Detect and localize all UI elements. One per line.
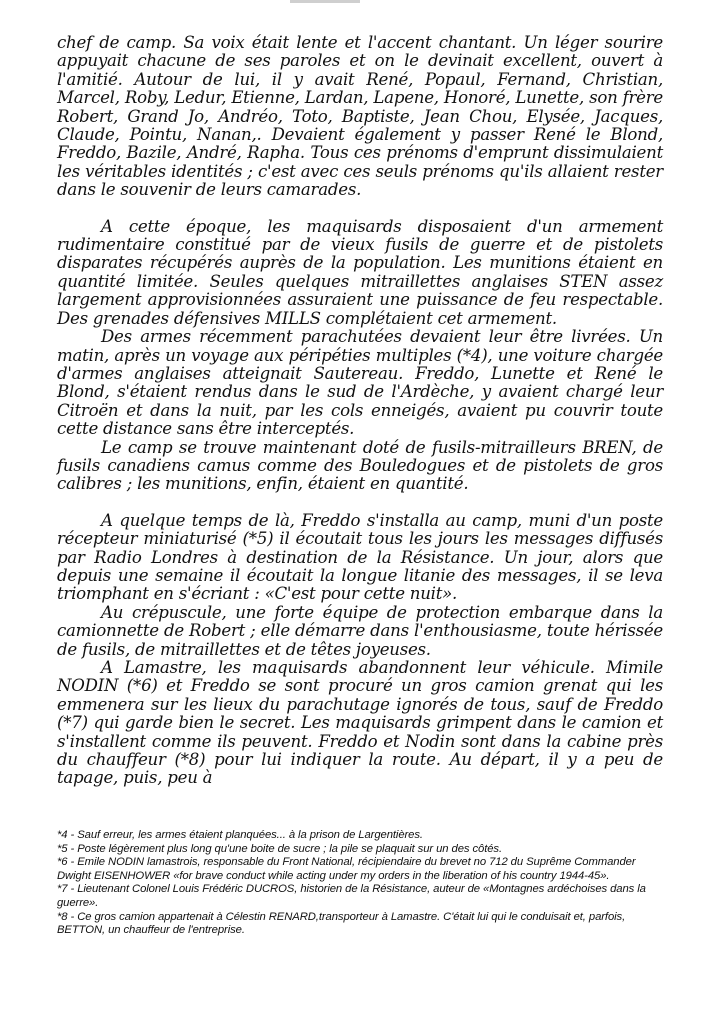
footnote: *5 - Poste légèrement plus long qu'une boite de sucre ; la pile se plaquait sur un des côtés. bbox=[57, 842, 503, 855]
paragraph: A quelque temps de là, Freddo s'installa au camp, muni d'un poste récepteur miniaturisé (*5) il écoutait tous les jours les messages diffusés par Radio Londres à destination de la Résistance. Un jour, alors que depuis une semaine il écoutait la longue litanie des messages, il se leva triomphant en s'écriant : «C'est pour cette nuit». bbox=[57, 510, 663, 604]
paragraph: Au crépuscule, une forte équipe de protection embarque dans la camionnette de Robert ; elle démarre dans l'enthousiasme, toute hérissée de fusils, de mitraillettes et de têtes joyeuses. bbox=[57, 602, 663, 659]
paragraph: A cette époque, les maquisards disposaient d'un armement rudimentaire constitué par de vieux fusils de guerre et de pistolets disparates récupérés auprès de la population. Les munitions étaient en quantité limitée. Seules quelques mitraillettes anglaises STEN assez largement approvisionnées assuraient une puissance de feu respectable. Des grenades défensives MILLS complétaient cet armement. bbox=[57, 216, 663, 328]
paragraph: A Lamastre, les maquisards abandonnent leur véhicule. Mimile NODIN (*6) et Freddo se sont procuré un gros camion grenat qui les emmenera sur les lieux du parachutage ignorés de tous, sauf de Freddo (*7) qui garde bien le secret. Les maquisards grimpent dans le camion et s'installent comme ils peuvent. Freddo et Nodin sont dans la cabine près du chauffeur (*8) pour lui indiquer la route. Au départ, il y a peu de tapage, puis, peu à bbox=[57, 658, 663, 788]
main-text bbox=[57, 34, 663, 788]
footnote: *4 - Sauf erreur, les armes étaient planquées... à la prison de Largentières. bbox=[57, 829, 423, 841]
footnote: *8 - Ce gros camion appartenait à Célestin RENARD,transporteur à Lamastre. C'était lui qui le conduisait et, parfois, BETTON, un chauffeur de l'entreprise. bbox=[57, 910, 626, 937]
footnote: *6 - Emile NODIN lamastrois, responsable du Front National, récipiendaire du brevet no 712 du Suprême Commander Dwight EISENHOWER «for brave conduct while acting under my orders in the liberation of his country 1944-45». bbox=[57, 856, 636, 882]
paragraph: Des armes récemment parachutées devaient leur être livrées. Un matin, après un voyage aux péripéties multiples (*4), une voiture chargée d'armes anglaises atteignait Sautereau. Freddo, Lunette et René le Blond, s'étaient rendus dans le sud de l'Ardèche, y avaient chargé leur Citroën et dans la nuit, par les cols enneigés, avaient pu couvrir toute cette distance sans être interceptés. bbox=[57, 327, 663, 439]
page-body bbox=[57, 34, 663, 788]
scan-edge-mark bbox=[290, 0, 360, 3]
footnote: *7 - Lieutenant Colonel Louis Frédéric DUCROS, historien de la Résistance, auteur de «Montagnes ardéchoises dans la guerre». bbox=[57, 883, 646, 909]
footnotes bbox=[57, 829, 663, 938]
paragraph: chef de camp. Sa voix était lente et l'accent chantant. Un léger sourire appuyait chacune de ses paroles et on le devinait excellent, ouvert à l'amitié. Autour de lui, il y avait René, Popaul, Fernand, Christian, Marcel, Roby, Ledur, Etienne, Lardan, Lapene, Honoré, Lunette, son frère Robert, Grand Jo, Andréo, Toto, Baptiste, Jean Chou, Elysée, Jacques, Claude, Pointu, Nanan,. Devaient également y passer René le Blond, Freddo, Bazile, André, Rapha. Tous ces prénoms d'emprunt dissimulaient les véritables identités ; c'est avec ces seuls prénoms qu'ils allaient rester dans le souvenir de leurs camarades. bbox=[57, 33, 663, 200]
paragraph: Le camp se trouve maintenant doté de fusils-mitrailleurs BREN, de fusils canadiens camus comme des Bouledogues et de pistolets de gros calibres ; les munitions, enfin, étaient en quantité. bbox=[57, 437, 663, 494]
